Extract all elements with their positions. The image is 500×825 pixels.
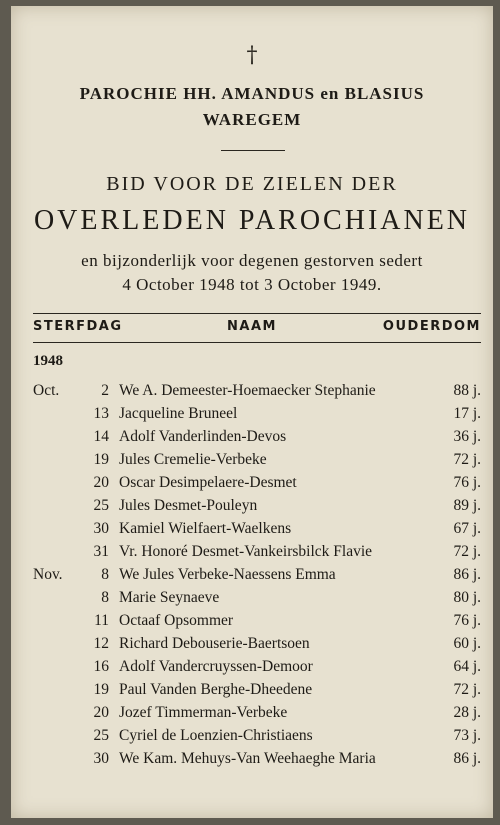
deceased-list [11, 379, 493, 770]
entry-age: 80 j. [453, 589, 481, 606]
entry-age: 72 j. [453, 543, 481, 560]
entry-name: Oscar Desimpelaere-Desmet [119, 474, 297, 491]
entry-name: Marie Seynaeve [119, 589, 220, 606]
year-label: 1948 [33, 353, 63, 369]
entry-age: 36 j. [453, 428, 481, 445]
entry-name: Jules Cremelie-Verbeke [119, 451, 267, 468]
list-item [11, 724, 493, 747]
entry-name: Jozef Timmerman-Verbeke [119, 704, 288, 721]
entry-day: 30 [93, 750, 109, 767]
entry-age: 76 j. [453, 474, 481, 491]
entry-age: 17 j. [453, 405, 481, 422]
entry-name: Paul Vanden Berghe-Dheedene [119, 681, 313, 698]
table-top-rule [33, 313, 481, 314]
list-item [11, 655, 493, 678]
list-item [11, 494, 493, 517]
entry-name: Jules Desmet-Pouleyn [119, 497, 258, 514]
list-item [11, 747, 493, 770]
entry-day: 25 [93, 727, 109, 744]
entry-age: 88 j. [453, 382, 481, 399]
entry-day: 16 [93, 658, 109, 675]
entry-name: Octaaf Opsommer [119, 612, 234, 629]
column-header-date: STERFDAG [33, 319, 123, 334]
entry-name: Richard Debouserie-Baertsoen [119, 635, 310, 652]
entry-day: 20 [93, 704, 109, 721]
entry-age: 28 j. [453, 704, 481, 721]
entry-day: 30 [93, 520, 109, 537]
entry-name: Jacqueline Bruneel [119, 405, 238, 422]
cross-icon: † [246, 43, 258, 68]
entry-age: 86 j. [453, 566, 481, 583]
entry-day: 11 [94, 612, 109, 629]
entry-age: 64 j. [453, 658, 481, 675]
entry-name: Cyriel de Loenzien-Christiaens [119, 727, 313, 744]
entry-name: Kamiel Wielfaert-Waelkens [119, 520, 292, 537]
entry-age: 72 j. [453, 451, 481, 468]
entry-day: 12 [93, 635, 109, 652]
town-name: WAREGEM [202, 110, 302, 129]
column-header-age: OUDERDOM [382, 319, 481, 334]
entry-name: We A. Demeester-Hoemaecker Stephanie [119, 382, 376, 399]
entry-age: 89 j. [453, 497, 481, 514]
list-item [11, 609, 493, 632]
entry-name: Vr. Honoré Desmet-Vankeirsbilck Flavie [119, 543, 373, 560]
entry-name: We Jules Verbeke-Naessens Emma [119, 566, 336, 583]
list-item [11, 425, 493, 448]
entry-age: 67 j. [453, 520, 481, 537]
entry-age: 60 j. [453, 635, 481, 652]
list-item [11, 678, 493, 701]
entry-age: 76 j. [453, 612, 481, 629]
entry-day: 19 [93, 451, 109, 468]
entry-age: 86 j. [453, 750, 481, 767]
entry-day: 8 [101, 566, 109, 583]
entry-day: 25 [93, 497, 109, 514]
list-item [11, 563, 493, 586]
entry-day: 20 [93, 474, 109, 491]
entry-day: 13 [93, 405, 109, 422]
list-item [11, 701, 493, 724]
list-item [11, 402, 493, 425]
list-item [11, 379, 493, 402]
page-title: OVERLEDEN PAROCHIANEN [33, 205, 471, 236]
list-item [11, 632, 493, 655]
list-item [11, 540, 493, 563]
entry-month: Nov. [33, 566, 63, 583]
subtitle-line-1: en bijzonderlijk voor degenen gestorven sedert [81, 251, 423, 270]
memorial-card [11, 6, 493, 818]
list-item [11, 586, 493, 609]
list-item [11, 517, 493, 540]
entry-age: 72 j. [453, 681, 481, 698]
entry-age: 73 j. [453, 727, 481, 744]
entry-day: 19 [93, 681, 109, 698]
entry-name: We Kam. Mehuys-Van Weehaeghe Maria [119, 750, 376, 767]
entry-day: 8 [101, 589, 109, 606]
entry-name: Adolf Vanderlinden-Devos [119, 428, 287, 445]
list-item [11, 471, 493, 494]
list-item [11, 448, 493, 471]
parish-name: PAROCHIE HH. AMANDUS en BLASIUS [79, 84, 425, 103]
subtitle-line-2: 4 October 1948 tot 3 October 1949. [122, 275, 382, 294]
header-divider [221, 150, 285, 151]
prayer-line: BID VOOR DE ZIELEN DER [106, 173, 398, 195]
column-header-name: NAAM [227, 319, 277, 334]
entry-name: Adolf Vandercruyssen-Demoor [119, 658, 313, 675]
entry-day: 31 [93, 543, 109, 560]
entry-day: 2 [101, 382, 109, 399]
table-header-rule [33, 342, 481, 343]
entry-day: 14 [93, 428, 109, 445]
entry-month: Oct. [33, 382, 60, 399]
